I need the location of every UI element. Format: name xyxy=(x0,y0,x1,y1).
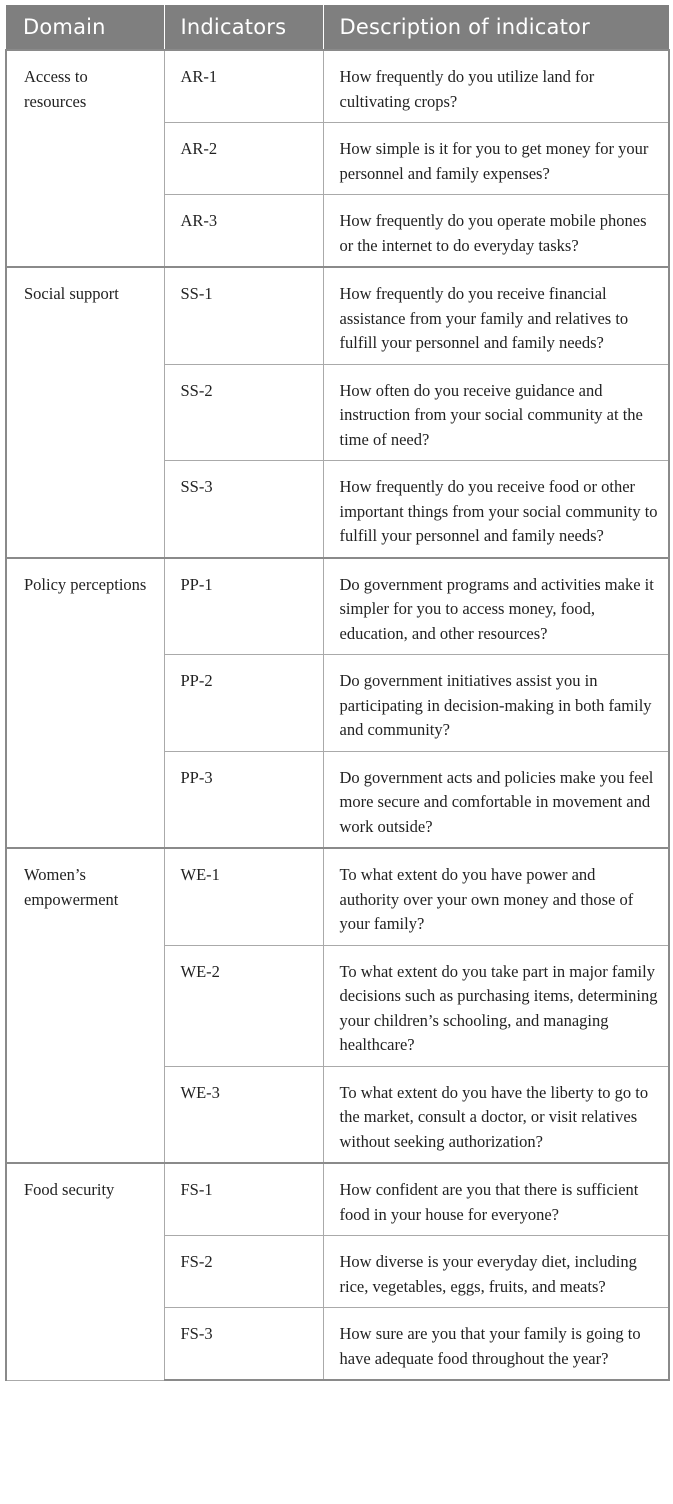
table-row xyxy=(6,558,669,655)
indicator-description: Do government acts and policies make you feel more secure and comfortable in movement and work outside? xyxy=(323,751,669,848)
table-body xyxy=(6,50,669,1380)
indicator-description: How confident are you that there is sufficient food in your house for everyone? xyxy=(323,1163,669,1236)
domain-cell: Policy perceptions xyxy=(6,558,164,849)
indicator-description: How sure are you that your family is going to have adequate food throughout the year? xyxy=(323,1308,669,1381)
domain-cell: Access to resources xyxy=(6,50,164,267)
indicator-description: How frequently do you receive food or other important things from your social community to fulfill your personnel and family needs? xyxy=(323,461,669,558)
indicator-code: SS-1 xyxy=(164,267,323,364)
indicator-description: How diverse is your everyday diet, including rice, vegetables, eggs, fruits, and meats? xyxy=(323,1236,669,1308)
indicator-description: How often do you receive guidance and instruction from your social community at the time of need? xyxy=(323,364,669,461)
header-domain: Domain xyxy=(6,5,164,50)
table-row xyxy=(6,1163,669,1236)
indicator-code: FS-1 xyxy=(164,1163,323,1236)
indicator-code: FS-3 xyxy=(164,1308,323,1381)
indicator-code: SS-3 xyxy=(164,461,323,558)
indicator-description: How frequently do you operate mobile phones or the internet to do everyday tasks? xyxy=(323,195,669,268)
domain-cell: Social support xyxy=(6,267,164,558)
indicator-code: SS-2 xyxy=(164,364,323,461)
table-row xyxy=(6,267,669,364)
indicator-code: AR-2 xyxy=(164,123,323,195)
indicator-description: To what extent do you have the liberty to go to the market, consult a doctor, or visit relatives without seeking authorization? xyxy=(323,1066,669,1163)
table-row xyxy=(6,848,669,945)
indicator-description: How frequently do you utilize land for cultivating crops? xyxy=(323,50,669,123)
table-header xyxy=(6,5,669,50)
domain-cell: Food security xyxy=(6,1163,164,1380)
header-indicators: Indicators xyxy=(164,5,323,50)
indicator-code: AR-1 xyxy=(164,50,323,123)
header-row xyxy=(6,5,669,50)
indicator-description: Do government initiatives assist you in participating in decision-making in both family and community? xyxy=(323,655,669,752)
table-row xyxy=(6,50,669,123)
indicator-description: Do government programs and activities make it simpler for you to access money, food, education, and other resources? xyxy=(323,558,669,655)
indicator-code: PP-2 xyxy=(164,655,323,752)
indicator-code: WE-2 xyxy=(164,945,323,1066)
indicator-description: How simple is it for you to get money for your personnel and family expenses? xyxy=(323,123,669,195)
indicator-description: To what extent do you take part in major family decisions such as purchasing items, determining your children’s schooling, and managing healthcare? xyxy=(323,945,669,1066)
indicator-description: To what extent do you have power and authority over your own money and those of your family? xyxy=(323,848,669,945)
header-description: Description of indicator xyxy=(323,5,669,50)
indicator-code: FS-2 xyxy=(164,1236,323,1308)
indicator-code: WE-1 xyxy=(164,848,323,945)
indicator-code: PP-1 xyxy=(164,558,323,655)
indicator-table xyxy=(5,5,670,1381)
domain-cell: Women’s empowerment xyxy=(6,848,164,1163)
indicator-code: PP-3 xyxy=(164,751,323,848)
indicator-description: How frequently do you receive financial assistance from your family and relatives to fulfill your personnel and family needs? xyxy=(323,267,669,364)
indicator-code: AR-3 xyxy=(164,195,323,268)
indicator-code: WE-3 xyxy=(164,1066,323,1163)
